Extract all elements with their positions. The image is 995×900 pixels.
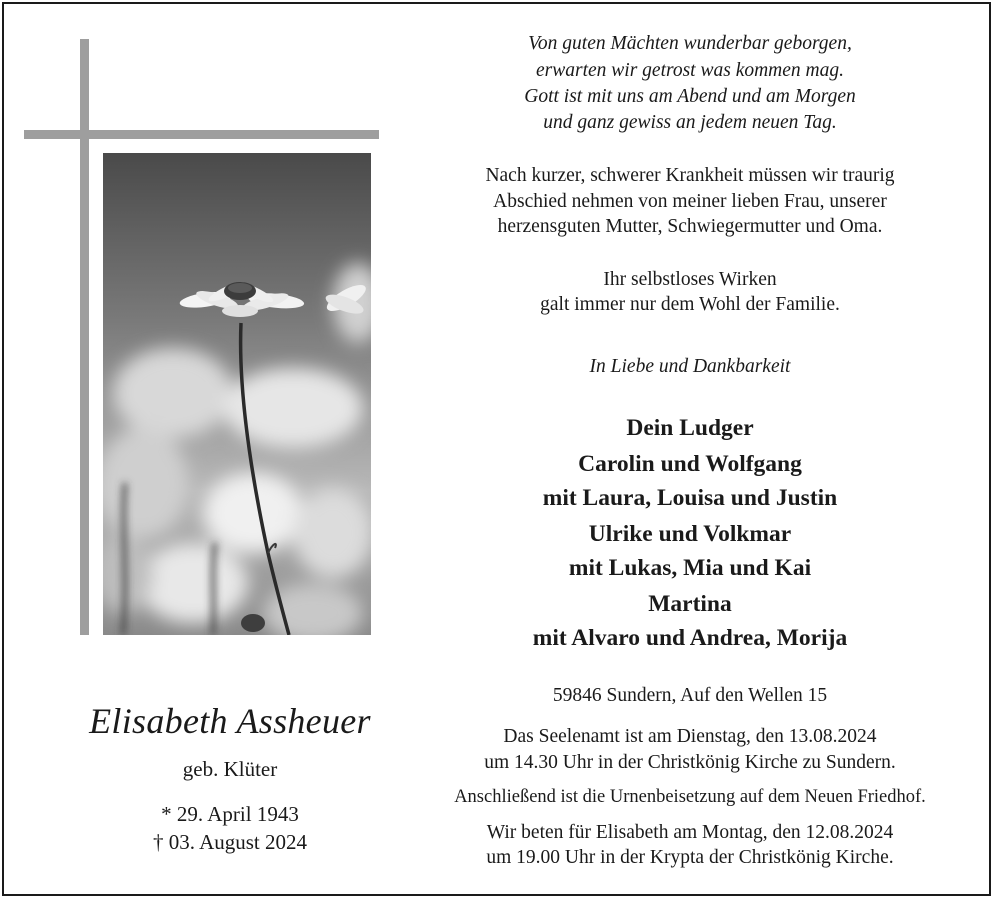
daisy-photo (103, 153, 371, 635)
cross-icon-vertical-bar (80, 39, 89, 635)
address: 59846 Sundern, Auf den Wellen 15 (552, 685, 828, 706)
mourner-line: mit Laura, Louisa und Justin (542, 485, 838, 511)
poem-line: und ganz gewiss an jedem neuen Tag. (543, 112, 837, 133)
prayer-line: um 19.00 Uhr in der Krypta der Christkönig Kirche. (486, 847, 894, 868)
service-line: um 14.30 Uhr in der Christkönig Kirche zu Sundern. (484, 752, 896, 773)
tribute-line: Ihr selbstloses Wirken (603, 269, 777, 290)
mourner-line: Ulrike und Volkmar (588, 521, 792, 547)
deceased-name: Elisabeth Assheuer (89, 701, 371, 741)
announcement-line: herzensguten Mutter, Schwiegermutter und Oma. (497, 216, 883, 237)
closing-line: In Liebe und Dankbarkeit (589, 356, 791, 377)
tribute-line: galt immer nur dem Wohl der Familie. (540, 294, 840, 315)
poem-line: Von guten Mächten wunderbar geborgen, (528, 33, 852, 54)
service-line: Das Seelenamt ist am Dienstag, den 13.08.2024 (503, 726, 877, 747)
mourner-line: mit Lukas, Mia und Kai (568, 555, 812, 581)
announcement-line: Nach kurzer, schwerer Krankheit müssen wir traurig (485, 165, 895, 186)
birth-date: * 29. April 1943 (161, 802, 299, 826)
announcement-line: Abschied nehmen von meiner lieben Frau, unserer (493, 191, 887, 212)
mourner-line: Dein Ludger (626, 415, 754, 441)
mourner-line: Carolin und Wolfgang (578, 451, 802, 477)
death-date: † 03. August 2024 (152, 830, 307, 854)
poem-line: erwarten wir getrost was kommen mag. (535, 60, 845, 81)
poem-line: Gott ist mit uns am Abend und am Morgen (524, 86, 856, 107)
mourner-line: Martina (648, 591, 732, 617)
prayer-line: Wir beten für Elisabeth am Montag, den 12.08.2024 (486, 822, 894, 843)
daisy-photo-illustration (103, 153, 371, 635)
mourner-line: mit Alvaro und Andrea, Morija (532, 625, 848, 651)
burial-line: Anschließend ist die Urnenbeisetzung auf dem Neuen Friedhof. (454, 787, 926, 807)
maiden-name: geb. Klüter (182, 757, 278, 781)
cross-icon-horizontal-bar (24, 130, 379, 139)
